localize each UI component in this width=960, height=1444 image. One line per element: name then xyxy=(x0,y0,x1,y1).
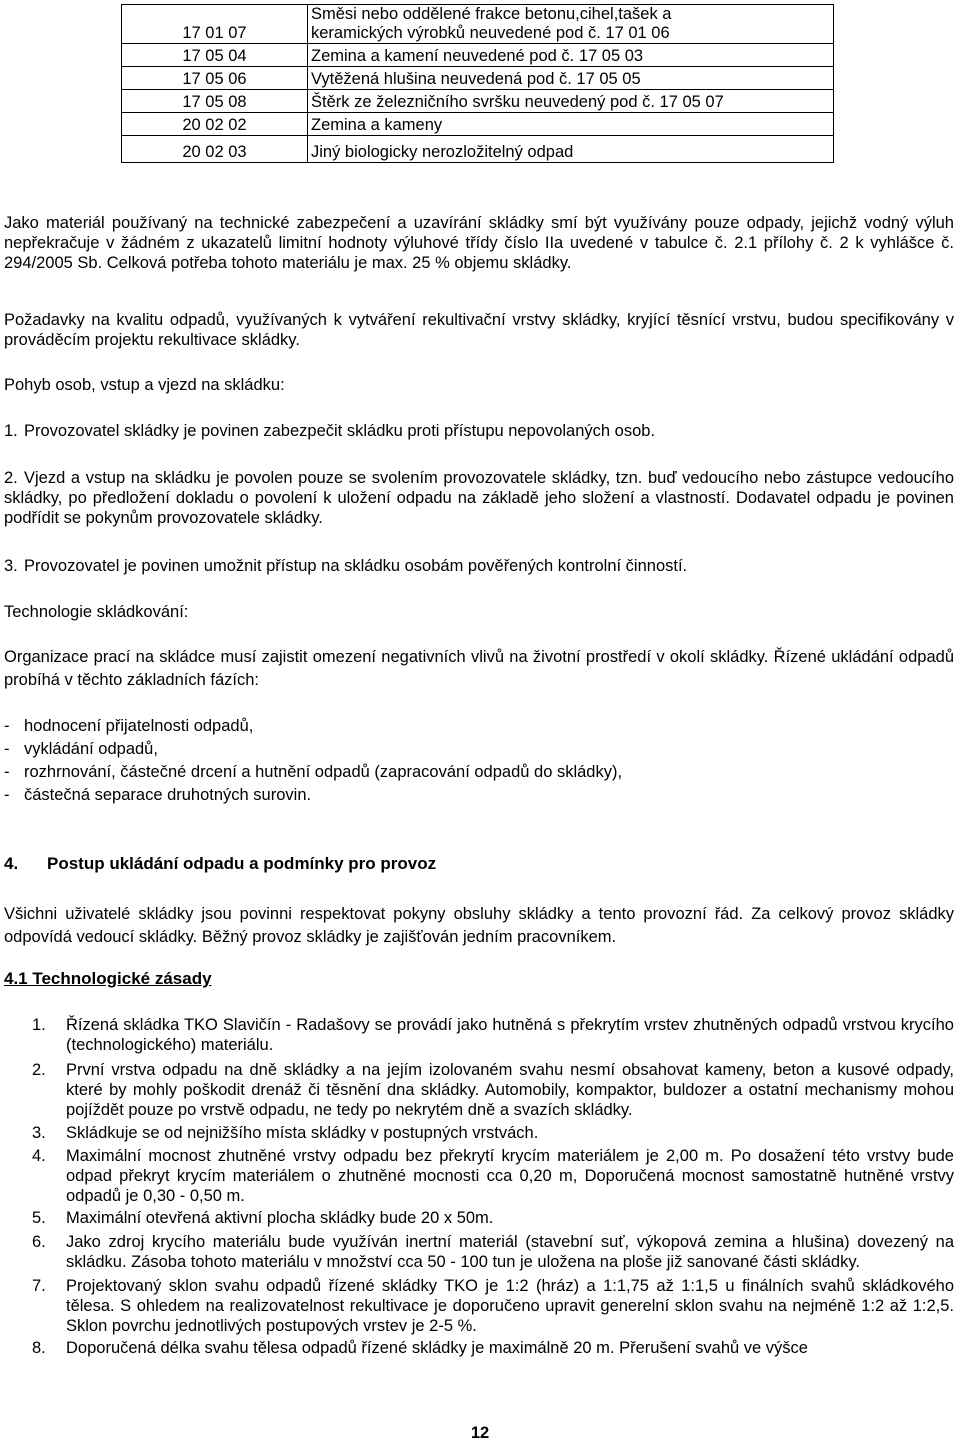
list-item: 6. Jako zdroj krycího materiálu bude využíván inertní materiál (stavební suť, výkopová zemina a hlušina) dovezený na skládku. Zásoba tohoto materiálu v množství cca 50 - 100 tun je uložena na ploše již sanované části skládky. xyxy=(32,1233,954,1271)
phase-list xyxy=(4,715,954,807)
item-number: 1. xyxy=(4,422,18,440)
requirements-paragraph: Požadavky na kvalitu odpadů, využívaných k vytváření rekultivační vrstvy skládky, kryjící těsnící vrstvu, budou specifikovány v prováděcím projektu rekultivace skládky. xyxy=(4,311,954,349)
item-text: Provozovatel skládky je povinen zabezpečit skládku proti přístupu nepovolaných osob. xyxy=(24,422,656,440)
waste-description: Zemina a kameny xyxy=(308,113,834,136)
table-row xyxy=(122,67,834,90)
list-item: - částečná separace druhotných surovin. xyxy=(4,786,312,804)
table-row xyxy=(122,136,834,163)
table-row xyxy=(122,90,834,113)
table-row xyxy=(122,113,834,136)
waste-description-line: Směsi nebo oddělené frakce betonu,cihel,tašek a xyxy=(311,5,672,23)
movement-item xyxy=(4,468,954,528)
list-item: 7. Projektovaný sklon svahu odpadů řízené skládky TKO je 1:2 (hráz) a 1:1,75 až 1:1,5 u finálních svahů skládkového tělesa. S ohledem na realizovatelnost rekultivace je doporučeno upravit generelní sklon svahu na nejméně 1:2 až 1:2,5. Sklon povrchu jednotlivých postupových vrstev je 2-5 %. xyxy=(32,1277,954,1335)
list-item: - vykládání odpadů, xyxy=(4,740,158,758)
technology-principles-list xyxy=(4,1015,954,1358)
waste-code: 17 05 06 xyxy=(122,67,308,90)
subsection-heading: 4.1 Technologické zásady xyxy=(4,969,212,988)
waste-description xyxy=(308,5,834,44)
waste-description: Zemina a kamení neuvedené pod č. 17 05 03 xyxy=(308,44,834,67)
movement-item xyxy=(4,421,954,441)
waste-code: 20 02 03 xyxy=(122,136,308,163)
waste-code: 17 01 07 xyxy=(122,5,308,44)
table-row xyxy=(122,44,834,67)
list-item: 2. První vrstva odpadu na dně skládky a na jejím izolovaném svahu nesmí obsahovat kameny, beton a kusové odpady, které by mohly poškodit drenáž či těsnění dna skládky. Automobily, kompaktor, buldozer a ostatní mechanismy mohou pojíždět pouze po vrstvě odpadu, ne tedy po nekrytém dně a svazích skládky. xyxy=(32,1061,954,1119)
list-item: 3. Skládkuje se od nejnižšího místa skládky v postupných vrstvách. xyxy=(32,1124,539,1142)
list-item: 4. Maximální mocnost zhutněné vrstvy odpadu bez překrytí krycím materiálem je 2,00 m. Po dosažení této vrstvy bude odpad překryt krycím materiálem o zhutněné mocnosti cca 0,20 m, Doporučená mocnost samostatně hutněné vrstvy odpadů je 0,30 - 0,50 m. xyxy=(32,1147,954,1205)
users-paragraph: Všichni uživatelé skládky jsou povinni respektovat pokyny obsluhy skládky a tento provozní řád. Za celkový provoz skládky odpovídá vedoucí skládky. Běžný provoz skládky je zajišťován jedním pracovníkem. xyxy=(4,905,954,946)
section-title: Postup ukládání odpadu a podmínky pro provoz xyxy=(47,854,437,873)
list-item: 1. Řízená skládka TKO Slavičín - Radašovy se provádí jako hutněná s překrytím vrstev zhutněných odpadů vrstvou krycího (technologického) materiálu. xyxy=(32,1016,954,1054)
section-number: 4. xyxy=(4,854,19,873)
page-number: 12 xyxy=(470,1424,490,1442)
list-item: - rozhrnování, částečné drcení a hutnění odpadů (zapracování odpadů do skládky), xyxy=(4,763,623,781)
waste-description: Štěrk ze železničního svršku neuvedený pod č. 17 05 07 xyxy=(308,90,834,113)
table-row xyxy=(122,5,834,44)
section-heading xyxy=(4,853,436,875)
waste-code: 17 05 08 xyxy=(122,90,308,113)
material-paragraph: Jako materiál používaný na technické zabezpečení a uzavírání skládky smí být využívány pouze odpady, jejichž vodný výluh nepřekračuje v žádném z ukazatelů limitní hodnoty výluhové třídy číslo IIa uvedené v tabulce č. 2.1 přílohy č. 2 k vyhlášce č. 294/2005 Sb. Celková potřeba tohoto materiálu je max. 25 % objemu skládky. xyxy=(4,214,954,272)
item-number: 3. xyxy=(4,557,18,575)
list-item: 8. Doporučená délka svahu tělesa odpadů řízené skládky je maximálně 20 m. Přerušení svahů ve výšce xyxy=(32,1339,808,1357)
waste-code: 17 05 04 xyxy=(122,44,308,67)
movement-item xyxy=(4,556,954,576)
waste-description: Vytěžená hlušina neuvedená pod č. 17 05 05 xyxy=(308,67,834,90)
item-number: 2. xyxy=(4,469,18,487)
list-item: 5. Maximální otevřená aktivní plocha skládky bude 20 x 50m. xyxy=(32,1209,494,1227)
item-text: Provozovatel je povinen umožnit přístup na skládku osobám pověřených kontrolní činností. xyxy=(24,557,688,575)
waste-code-table xyxy=(121,4,834,163)
list-item: - hodnocení přijatelnosti odpadů, xyxy=(4,717,254,735)
waste-description-line: keramických výrobků neuvedené pod č. 17 01 06 xyxy=(311,24,670,42)
organization-paragraph: Organizace prací na skládce musí zajistit omezení negativních vlivů na životní prostředí v okolí skládky. Řízené ukládání odpadů probíhá v těchto základních fázích: xyxy=(4,648,954,689)
item-text: Vjezd a vstup na skládku je povolen pouze se svolením provozovatele skládky, tzn. buď vedoucího nebo zástupce vedoucího skládky, po předložení dokladu o povolení k uložení odpadu na základě jeho složení a vlastností. Dodavatel odpadu je povinen podřídit se pokynům provozovatele skládky. xyxy=(4,469,954,527)
waste-description: Jiný biologicky nerozložitelný odpad xyxy=(308,136,834,163)
technology-heading: Technologie skládkování: xyxy=(4,603,189,621)
movement-heading: Pohyb osob, vstup a vjezd na skládku: xyxy=(4,376,285,394)
waste-code: 20 02 02 xyxy=(122,113,308,136)
